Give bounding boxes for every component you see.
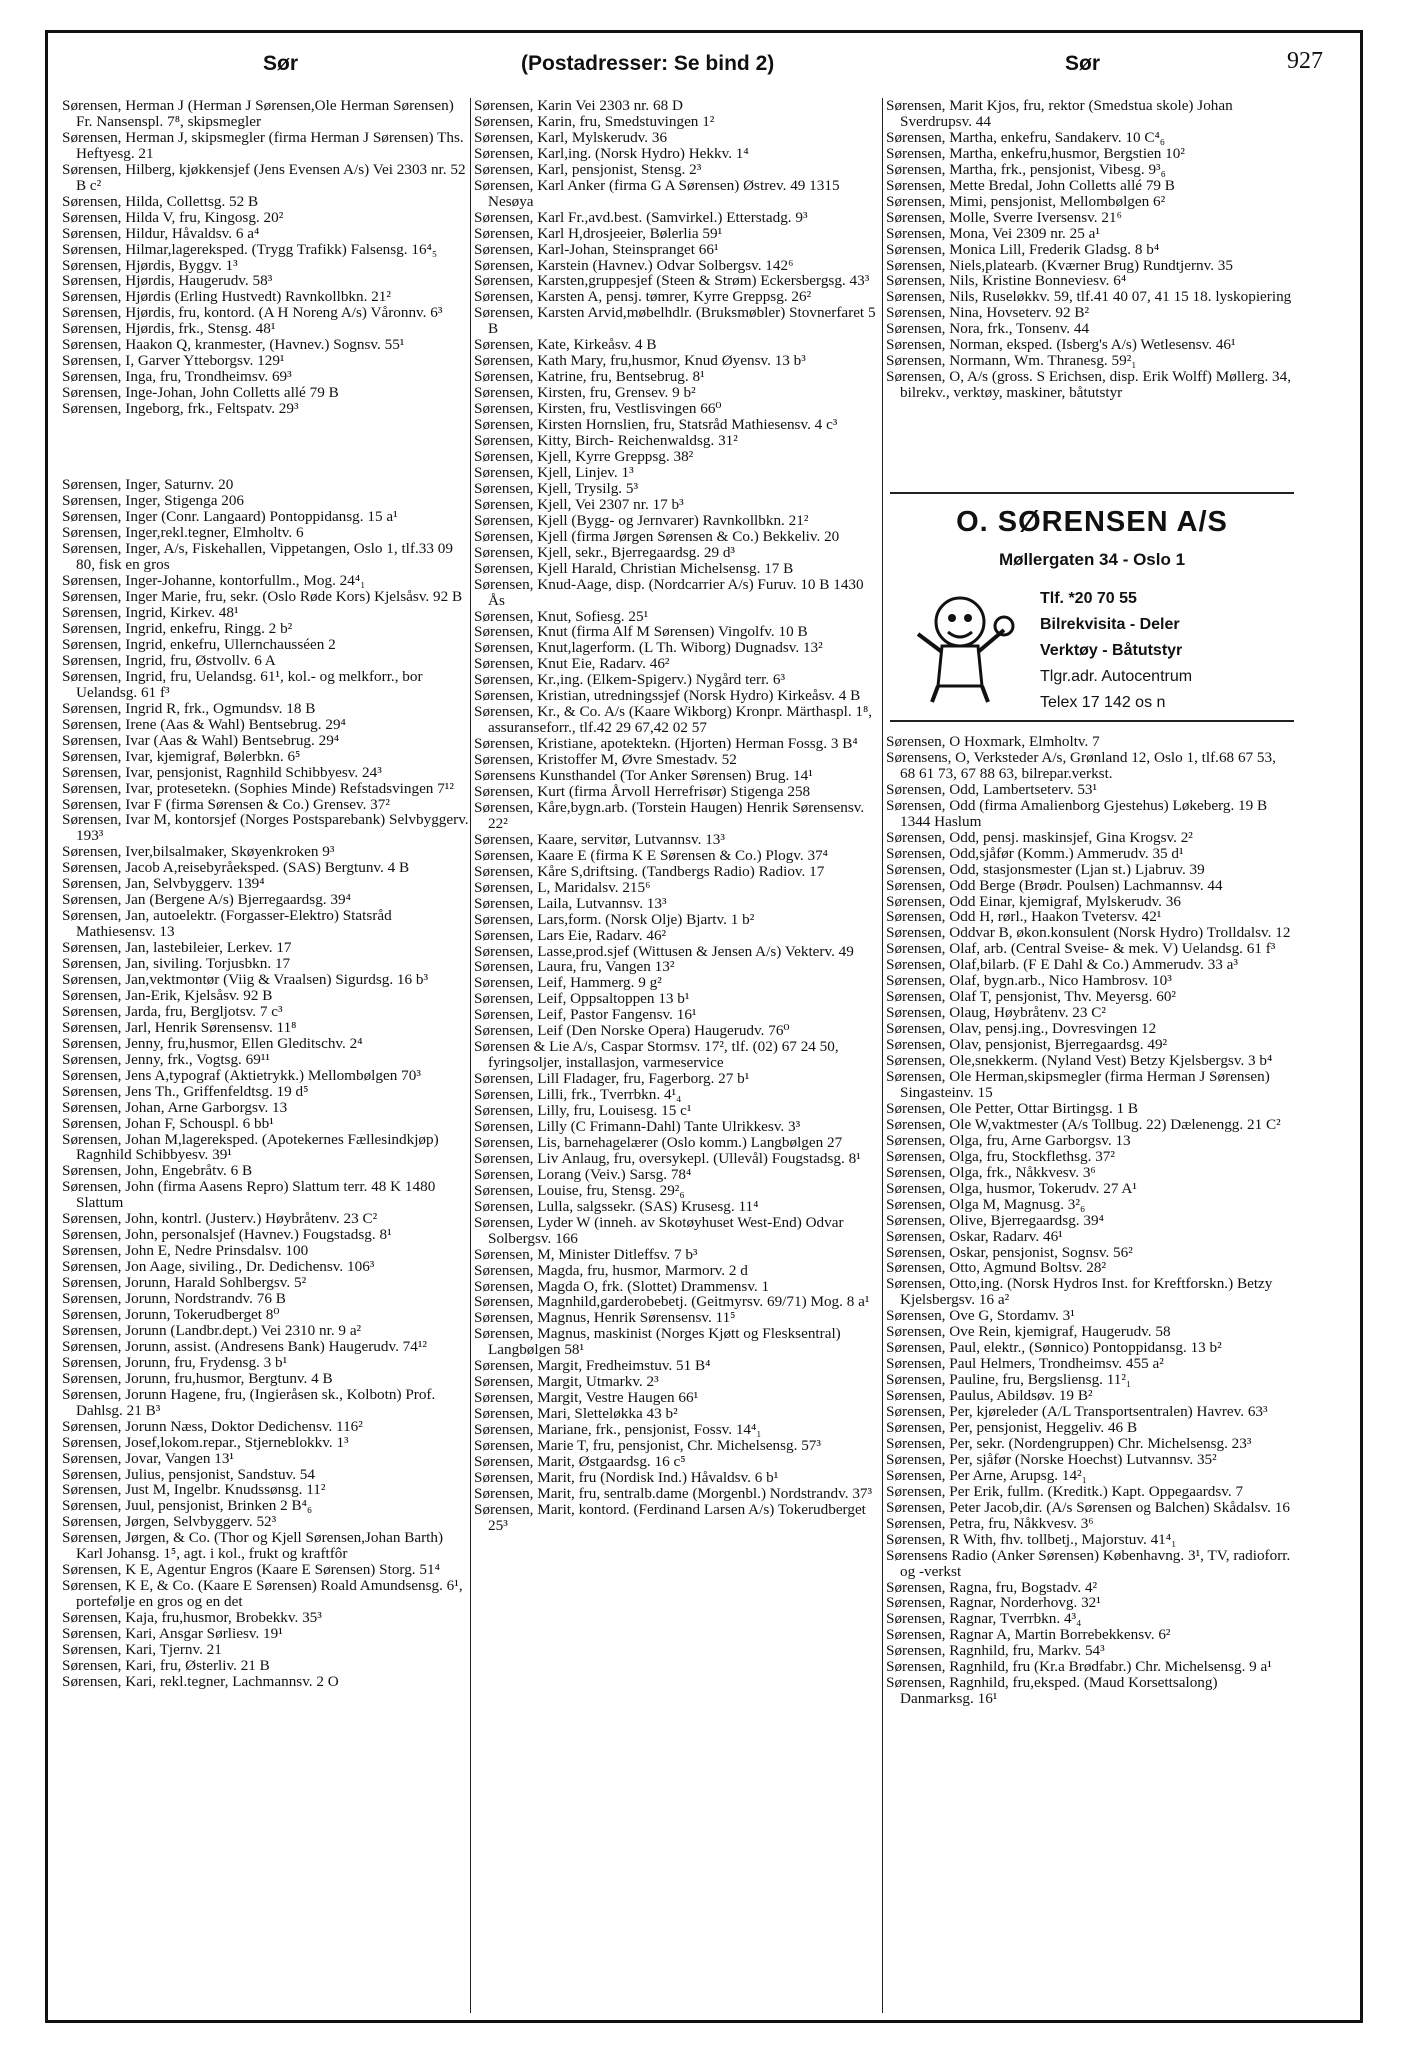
directory-entry: Sørensen, Kr., & Co. A/s (Kaare Wikborg) Kronpr. Märthaspl. 1⁸, assuranseforr., tlf.42 29 67,42 02 57 [474, 703, 873, 737]
column-3-bottom [886, 734, 1294, 1707]
directory-entry: Sørensen, Kristiane, apotektekn. (Hjorten) Herman Fossg. 3 B⁴ [474, 735, 858, 753]
mechanic-mascot-icon [908, 590, 1018, 708]
directory-entry: Sørensen, Normann, Wm. Thranesg. 59²₁ [886, 352, 1137, 370]
directory-entry: Sørensen, Karstein (Havnev.) Odvar Solbergsv. 142⁶ [474, 256, 794, 274]
directory-entry: Sørensen, Kari, Ansgar Sørliesv. 19¹ [62, 1625, 283, 1643]
ad-line1: Bilrekvisita - Deler [1040, 616, 1180, 633]
directory-entry: Sørensen, Oskar, pensjonist, Sognsv. 56² [886, 1243, 1133, 1261]
directory-entry: Sørensen, Just M, Ingelbr. Knudssønsg. 11² [62, 1481, 326, 1499]
directory-entry: Sørensen, Kirsten, fru, Grensev. 9 b² [474, 384, 696, 402]
directory-entry: Sørensen, Jarda, fru, Bergljotsv. 7 c³ [62, 1002, 283, 1020]
directory-entry: Sørensen, Knud-Aage, disp. (Nordcarrier A/s) Furuv. 10 B 1430 Ås [474, 575, 864, 609]
directory-entry: Sørensen, Olaf, bygn.arb., Nico Hambrosv. 10³ [886, 972, 1172, 990]
directory-entry: Sørensen, Karl-Johan, Steinspranget 66¹ [474, 240, 719, 258]
directory-entry: Sørensen, Kjell (Bygg- og Jernvarer) Ravnkollbkn. 21² [474, 511, 809, 529]
directory-entry: Sørensen, Marit, fru, sentralb.dame (Morgenbl.) Nordstrandv. 37³ [474, 1484, 873, 1502]
directory-entry: Sørensen, Inger (Conr. Langaard) Pontoppidansg. 15 a¹ [62, 508, 398, 526]
directory-entry: Sørensen, Karl H,drosjeeier, Bølerlia 59¹ [474, 224, 723, 242]
directory-entry: Sørensen, Martha, frk., pensjonist, Vibesg. 9³₆ [886, 160, 1166, 178]
directory-entry: Sørensen, Odd (firma Amalienborg Gjestehus) Løkeberg. 19 B 1344 Haslum [886, 796, 1268, 830]
directory-entry: Sørensen, Jarl, Henrik Sørensensv. 11⁸ [62, 1018, 297, 1036]
directory-entry: Sørensen, Kr.,ing. (Elkem-Spigerv.) Nygård terr. 6³ [474, 671, 786, 689]
directory-entry: Sørensen, Karin Vei 2303 nr. 68 D [474, 97, 683, 114]
directory-entry: Sørensen, M, Minister Ditleffsv. 7 b³ [474, 1245, 698, 1263]
directory-entry: Sørensen, Irene (Aas & Wahl) Bentsebrug. 29⁴ [62, 715, 346, 733]
directory-entry: Sørensen, Leif, Hammerg. 9 g² [474, 974, 662, 992]
directory-entry: Sørensen, Lasse,prod.sjef (Wittusen & Jensen A/s) Vekterv. 49 [474, 942, 854, 960]
directory-entry: Sørensen, Jorunn, fru, Frydensg. 3 b¹ [62, 1353, 288, 1371]
directory-entry: Sørensen, Inga, fru, Trondheimsv. 69³ [62, 368, 292, 386]
directory-entry: Sørensen, Peter Jacob,dir. (A/s Sørensen og Balchen) Skådalsv. 16 [886, 1498, 1290, 1516]
directory-entry: Sørensen, Hjørdis, frk., Stensg. 48¹ [62, 320, 276, 338]
directory-entry: Sørensen, Norman, eksped. (Isberg's A/s) Wetlesensv. 46¹ [886, 336, 1236, 354]
directory-entry: Sørensen, Ragnhild, fru (Kr.a Brødfabr.) Chr. Michelsensg. 9 a¹ [886, 1658, 1272, 1676]
ad-title: O. SØRENSEN A/S [956, 506, 1228, 538]
directory-entry: Sørensen, Ingrid, enkefru, Ringg. 2 b² [62, 620, 293, 638]
directory-entry: Sørensen, Knut,lagerform. (L Th. Wiborg) Dugnadsv. 13² [474, 639, 823, 657]
directory-entry: Sørensen, Molle, Sverre Iversensv. 21⁶ [886, 208, 1122, 226]
directory-entry: Sørensen, Lill Fladager, fru, Fagerborg. 27 b¹ [474, 1070, 750, 1088]
directory-entry: Sørensen, Mariane, frk., pensjonist, Fossv. 14⁴₁ [474, 1421, 762, 1439]
directory-entry: Sørensen, Karl, pensjonist, Stensg. 2³ [474, 160, 702, 178]
directory-entry: Sørensen, Otto,ing. (Norsk Hydros Inst. for Kreftforskn.) Betzy Kjelsbergsv. 16 a² [886, 1275, 1273, 1309]
directory-entry: Sørensen, Karsten Arvid,møbelhdlr. (Bruksmøbler) Stovnerfaret 5 B [474, 304, 876, 338]
directory-entry: Sørensen, Knut (firma Alf M Sørensen) Vingolfv. 10 B [474, 623, 808, 641]
directory-entry: Sørensen, Knut, Sofiesg. 25¹ [474, 607, 649, 625]
directory-entry: Sørensen, Lyder W (inneh. av Skotøyhuset West-End) Odvar Solbergsv. 166 [474, 1213, 844, 1247]
directory-entry: Sørensen, Laura, fru, Vangen 13² [474, 958, 675, 976]
directory-entry: Sørensen, John, Engebråtv. 6 B [62, 1162, 253, 1180]
directory-entry: Sørensen, Martha, enkefru, Sandakerv. 10 C⁴₆ [886, 128, 1166, 146]
directory-entry: Sørensen, Ingrid, enkefru, Ullernchausséen 2 [62, 635, 336, 653]
header-center: (Postadresser: Se bind 2) [521, 52, 775, 75]
directory-entry: Sørensen, Odd H, rørl., Haakon Tvetersv. 42¹ [886, 908, 1162, 926]
directory-entry: Sørensen, O Hoxmark, Elmholtv. 7 [886, 733, 1100, 750]
entry-gap [62, 432, 470, 462]
directory-entry: Sørensen, Lars Eie, Radarv. 46² [474, 926, 667, 944]
directory-entry: Sørensen, Nils, Ruseløkkv. 59, tlf.41 40 07, 41 15 18. lyskopiering [886, 288, 1292, 306]
directory-entry: Sørensen, Inger,rekl.tegner, Elmholtv. 6 [62, 524, 304, 542]
directory-entry: Sørensen, Julius, pensjonist, Sandstuv. 54 [62, 1465, 315, 1483]
directory-entry: Sørensen, Ragnhild, fru,eksped. (Maud Korsettsalong) Danmarksg. 16¹ [886, 1674, 1218, 1708]
directory-entry: Sørensen, Jorunn, Tokerudberget 8⁰ [62, 1306, 280, 1323]
directory-entry: Sørensen, Karl Anker (firma G A Sørensen) Østrev. 49 1315 Nesøya [474, 176, 840, 210]
directory-entry: Sørensen, Louise, fru, Stensg. 29²₆ [474, 1181, 685, 1199]
directory-entry: Sørensen, Lilly (C Frimann-Dahl) Tante Ulrikkesv. 3³ [474, 1118, 801, 1135]
directory-entry: Sørensen, Margit, Utmarkv. 2³ [474, 1373, 659, 1391]
directory-entry: Sørensen, Jorunn (Landbr.dept.) Vei 2310 nr. 9 a² [62, 1321, 362, 1339]
directory-entry: Sørensen, Jorunn, assist. (Andresens Bank) Haugerudv. 74¹² [62, 1337, 427, 1355]
directory-entry: Sørensen, Oskar, Radarv. 46¹ [886, 1227, 1063, 1245]
directory-entry: Sørensen, K E, Agentur Engros (Kaare E Sørensen) Storg. 51⁴ [62, 1561, 440, 1579]
directory-entry: Sørensen, Jovar, Vangen 13¹ [62, 1449, 234, 1467]
directory-entry: Sørensen, Lilly, fru, Louisesg. 15 c¹ [474, 1102, 692, 1120]
ad-telegram: Tlgr.adr. Autocentrum [1040, 668, 1193, 685]
directory-entry: Sørensen, Hjørdis (Erling Hustvedt) Ravnkollbkn. 21² [62, 288, 391, 306]
directory-entry: Sørensen, Katrine, fru, Bentsebrug. 8¹ [474, 368, 705, 386]
directory-entry: Sørensen, Kristoffer M, Øvre Smestadv. 52 [474, 751, 737, 769]
directory-entry: Sørensen, Lis, barnehagelærer (Oslo komm.) Langbølgen 27 [474, 1133, 843, 1151]
directory-entry: Sørensen, Hilmar,lagereksped. (Trygg Trafikk) Falsensg. 16⁴₅ [62, 240, 438, 258]
directory-entry: Sørensen, Nora, frk., Tonsenv. 44 [886, 320, 1090, 338]
directory-entry: Sørensen, Ivar (Aas & Wahl) Bentsebrug. 29⁴ [62, 731, 340, 749]
page-number: 927 [1287, 48, 1323, 74]
directory-entry: Sørensens Kunsthandel (Tor Anker Sørensen) Brug. 14¹ [474, 767, 813, 785]
directory-entry: Sørensen, Jørgen, & Co. (Thor og Kjell Sørensen,Johan Barth) Karl Johansg. 1⁵, agt. i kol., frukt og kraftfôr [62, 1529, 444, 1563]
directory-entry: Sørensen, Ragnar A, Martin Borrebekkensv. 6² [886, 1626, 1171, 1644]
directory-entry: Sørensen, Iver,bilsalmaker, Skøyenkroken 9³ [62, 843, 335, 861]
page-header [45, 48, 1363, 88]
directory-entry: Sørensen, Nils, Kristine Bonneviesv. 6⁴ [886, 272, 1127, 290]
ad-telex: Telex 17 142 os n [1040, 694, 1166, 711]
directory-entry: Sørensen, Josef,lokom.repar., Stjerneblokkv. 1³ [62, 1433, 349, 1451]
directory-entry: Sørensen, Ragnar, Norderhovg. 32¹ [886, 1594, 1101, 1612]
directory-entry: Sørensen, Kari, rekl.tegner, Lachmannsv. 2 O [62, 1672, 339, 1690]
directory-entry: Sørensen, Paul Helmers, Trondheimsv. 455 a² [886, 1355, 1164, 1373]
directory-entry: Sørensen, Kirsten, fru, Vestlisvingen 66⁰ [474, 400, 722, 418]
directory-entry: Sørensen, Karsten A, pensj. tømrer, Kyrre Greppsg. 26² [474, 288, 812, 306]
directory-entry: Sørensen, Hilberg, kjøkkensjef (Jens Evensen A/s) Vei 2303 nr. 52 B c² [62, 160, 466, 194]
directory-entry: Sørensen, Jorunn Næss, Doktor Dedichensv. 116² [62, 1417, 363, 1435]
directory-entry: Sørensen, Herman J (Herman J Sørensen,Ole Herman Sørensen) Fr. Nansenspl. 7⁸, skipsmegler [62, 97, 454, 130]
directory-entry: Sørensen, Marit, kontord. (Ferdinand Larsen A/s) Tokerudberget 25³ [474, 1500, 866, 1534]
directory-entry: Sørensen, K E, & Co. (Kaare E Sørensen) Roald Amundsensg. 6¹, portefølje en gros og en det [62, 1577, 463, 1611]
directory-entry: Sørensen, John, kontrl. (Justerv.) Høybråtenv. 23 C² [62, 1210, 378, 1228]
directory-entry: Sørensen, Karsten,gruppesjef (Steen & Strøm) Eckersbergsg. 43³ [474, 272, 870, 290]
directory-entry: Sørensen, O, A/s (gross. S Erichsen, disp. Erik Wolff) Møllerg. 34, bilrekv., verktøy, maskiner, båtutstyr [886, 368, 1292, 402]
advertisement [890, 492, 1294, 722]
directory-entry: Sørensen, Per, sekr. (Nordengruppen) Chr. Michelsensg. 23³ [886, 1434, 1252, 1452]
directory-entry: Sørensen, Ragna, fru, Bogstadv. 4² [886, 1578, 1098, 1596]
directory-entry: Sørensen, Inger, Stigenga 206 [62, 492, 245, 510]
column-rule [882, 98, 883, 2013]
directory-entry: Sørensen, Lulla, salgssekr. (SAS) Krusesg. 11⁴ [474, 1197, 759, 1215]
directory-entry: Sørensen, Inger, A/s, Fiskehallen, Vippetangen, Oslo 1, tlf.33 09 80, fisk en gros [62, 540, 453, 574]
directory-entry: Sørensen, Magnus, Henrik Sørensensv. 11⁵ [474, 1309, 736, 1327]
directory-entry: Sørensen, Leif, Oppsaltoppen 13 b¹ [474, 990, 690, 1008]
directory-entry: Sørensen, Inger Marie, fru, sekr. (Oslo Røde Kors) Kjelsåsv. 92 B [62, 588, 463, 606]
directory-entry: Sørensen, Kari, fru, Østerliv. 21 B [62, 1656, 270, 1674]
directory-entry: Sørensen, Kjell (firma Jørgen Sørensen & Co.) Bekkeliv. 20 [474, 527, 840, 545]
directory-entry: Sørensen, Jorunn, Nordstrandv. 76 B [62, 1290, 286, 1308]
directory-entry: Sørensen, Kjell, Kyrre Greppsg. 38² [474, 447, 694, 465]
directory-entry: Sørensen, Laila, Lutvannsv. 13³ [474, 894, 667, 912]
directory-entry: Sørensen, R With, fhv. tollbetj., Majorstuv. 41⁴₁ [886, 1530, 1177, 1548]
directory-entry: Sørensen, Jan (Bergene A/s) Bjerregaardsg. 39⁴ [62, 891, 351, 909]
directory-entry: Sørensen, Olaf,bilarb. (F E Dahl & Co.) Ammerudv. 33 a³ [886, 956, 1238, 974]
directory-entry: Sørensen, Jan, lastebileier, Lerkev. 17 [62, 939, 292, 957]
directory-entry: Sørensen, Mette Bredal, John Colletts allé 79 B [886, 176, 1175, 194]
ad-line2: Verktøy - Båtutstyr [1040, 642, 1183, 659]
directory-entry: Sørensen, Jan, siviling. Torjusbkn. 17 [62, 955, 291, 973]
ad-address: Møllergaten 34 - Oslo 1 [998, 550, 1186, 569]
directory-entry: Sørensen, Kate, Kirkeåsv. 4 B [474, 336, 657, 354]
directory-entry: Sørensen, Karl Fr.,avd.best. (Samvirkel.) Etterstadg. 9³ [474, 208, 808, 226]
directory-entry: Sørensen, Ingrid R, frk., Ogmundsv. 18 B [62, 699, 316, 717]
directory-entry: Sørensen, Olga, frk., Nåkkvesv. 3⁶ [886, 1163, 1096, 1181]
directory-entry: Sørensen, Olaug, Høybråtenv. 23 C² [886, 1004, 1106, 1022]
directory-entry: Sørensen, Niels,platearb. (Kværner Brug) Rundtjernv. 35 [886, 256, 1233, 274]
directory-entry: Sørensen, Martha, enkefru,husmor, Bergstien 10² [886, 144, 1185, 162]
directory-entry: Sørensen, Liv Anlaug, fru, oversykepl. (Ullevål) Fougstadsg. 8¹ [474, 1149, 861, 1167]
directory-entry: Sørensen, Ivar M, kontorsjef (Norges Postsparebank) Selvbyggerv. 193³ [62, 811, 469, 845]
directory-entry: Sørensen, Jan-Erik, Kjelsåsv. 92 B [62, 986, 273, 1004]
directory-entry: Sørensen, Kjell Harald, Christian Michelsensg. 17 B [474, 559, 794, 577]
directory-entry: Sørensen, Kjell, Linjev. 1³ [474, 463, 634, 481]
directory-entry: Sørensens, O, Verksteder A/s, Grønland 12, Oslo 1, tlf.68 67 53, 68 61 73, 67 88 63, bilrepar.verkst. [886, 748, 1276, 782]
directory-entry: Sørensen, Ole Herman,skipsmegler (firma Herman J Sørensen) Singasteinv. 15 [886, 1068, 1270, 1101]
directory-entry: Sørensen, Olga, fru, Stockflethsg. 37² [886, 1147, 1115, 1165]
directory-entry: Sørensen, Kjell, sekr., Bjerregaardsg. 29 d³ [474, 543, 735, 561]
directory-entry: Sørensen, Jon Aage, siviling., Dr. Dedichensv. 106³ [62, 1258, 375, 1276]
directory-entry: Sørensen, Hildur, Håvaldsv. 6 a⁴ [62, 224, 260, 242]
directory-entry: Sørensen, John E, Nedre Prinsdalsv. 100 [62, 1242, 309, 1260]
directory-entry: Sørensen, L, Maridalsv. 215⁶ [474, 878, 651, 896]
directory-entry: Sørensen, Per, kjøreleder (A/L Transportsentralen) Havrev. 63³ [886, 1403, 1268, 1421]
directory-entry: Sørensen, Nina, Hovseterv. 92 B² [886, 304, 1090, 322]
directory-entry: Sørensen, Ragnar, Tverrbkn. 4³₄ [886, 1610, 1082, 1628]
directory-entry: Sørensen, Ivar, protesetekn. (Sophies Minde) Refstadsvingen 7¹² [62, 779, 454, 797]
directory-entry: Sørensen, Odd, pensj. maskinsjef, Gina Krogsv. 2² [886, 828, 1193, 846]
directory-entry: Sørensen, Lorang (Veiv.) Sarsg. 78⁴ [474, 1165, 692, 1183]
directory-entry: Sørensen, Olav, pensjonist, Bjerregaardsg. 49² [886, 1036, 1168, 1054]
directory-entry: Sørensen, Jorunn, fru,husmor, Bergtunv. 4 B [62, 1369, 333, 1387]
directory-entry: Sørensen, Petra, fru, Nåkkvesv. 3⁶ [886, 1514, 1094, 1532]
directory-entry: Sørensen, Mari, Sletteløkka 43 b² [474, 1405, 678, 1423]
directory-entry: Sørensen, Jorunn Hagene, fru, (Ingieråsen sk., Kolbotn) Prof. Dahlsg. 21 B³ [62, 1385, 436, 1419]
directory-entry: Sørensen, Hjørdis, Byggv. 1³ [62, 256, 238, 274]
directory-entry: Sørensen, Leif, Pastor Fangensv. 16¹ [474, 1006, 697, 1024]
directory-entry: Sørensen, Oddvar B, økon.konsulent (Norsk Hydro) Trolldalsv. 12 [886, 924, 1291, 942]
directory-entry: Sørensen, John, personalsjef (Havnev.) Fougstadsg. 8¹ [62, 1226, 392, 1244]
directory-entry: Sørensen, Marit, Østgaardsg. 16 c⁵ [474, 1453, 686, 1471]
directory-entry: Sørensen, Marit Kjos, fru, rektor (Smedstua skole) Johan Sverdrupsv. 44 [886, 97, 1233, 130]
directory-entry: Sørensen, Per, sjåfør (Norske Hoechst) Lutvannsv. 35² [886, 1450, 1217, 1468]
directory-entry: Sørensen, Paulus, Abildsøv. 19 B² [886, 1387, 1093, 1405]
directory-entry: Sørensen, Kitty, Birch- Reichenwaldsg. 31² [474, 432, 738, 450]
directory-entry: Sørensen, Ove Rein, kjemigraf, Haugerudv. 58 [886, 1323, 1171, 1341]
directory-entry: Sørensen, Inge-Johan, John Colletts allé 79 B [62, 384, 339, 402]
directory-entry: Sørensen, Lars,form. (Norsk Olje) Bjartv. 1 b² [474, 910, 755, 928]
directory-entry: Sørensen, Inger, Saturnv. 20 [62, 476, 234, 494]
directory-entry: Sørensen, Hjørdis, Haugerudv. 58³ [62, 272, 273, 290]
directory-entry: Sørensen, Ove G, Stordamv. 3¹ [886, 1307, 1075, 1325]
directory-entry: Sørensen, Kåre S,driftsing. (Tandbergs Radio) Radiov. 17 [474, 862, 825, 880]
directory-entry: Sørensen, Marit, fru (Nordisk Ind.) Håvaldsv. 6 b¹ [474, 1468, 779, 1486]
directory-entry: Sørensen, Karl,ing. (Norsk Hydro) Hekkv. 1⁴ [474, 144, 749, 162]
directory-entry: Sørensen, Odd, Lambertseterv. 53¹ [886, 780, 1098, 798]
directory-entry: Sørensen, Kari, Tjernv. 21 [62, 1641, 222, 1659]
directory-entry: Sørensen, Olga, fru, Arne Garborgsv. 13 [886, 1131, 1131, 1149]
directory-entry: Sørensen, Ivar, pensjonist, Ragnhild Schibbyesv. 24³ [62, 763, 382, 781]
directory-entry: Sørensen, Hilda, Collettsg. 52 B [62, 192, 259, 210]
directory-entry: Sørensen, Hjørdis, fru, kontord. (A H Noreng A/s) Våronnv. 6³ [62, 304, 443, 322]
column-3-top [886, 98, 1294, 401]
column-1 [62, 98, 470, 1690]
directory-entry: Sørensen, Kaare, servitør, Lutvannsv. 13³ [474, 830, 725, 848]
directory-entry: Sørensen, Ole W,vaktmester (A/s Tollbug. 22) Dælenengg. 21 C² [886, 1115, 1281, 1133]
directory-entry: Sørensen, Jenny, fru,husmor, Ellen Gleditschv. 2⁴ [62, 1034, 363, 1052]
directory-entry: Sørensen, Karin, fru, Smedstuvingen 1² [474, 112, 715, 130]
directory-entry: Sørensen, Olga M, Magnusg. 3²₆ [886, 1195, 1086, 1213]
directory-entry: Sørensen, John (firma Aasens Repro) Slattum terr. 48 K 1480 Slattum [62, 1178, 436, 1212]
directory-entry: Sørensen, Olaf T, pensjonist, Thv. Meyersg. 60² [886, 988, 1176, 1006]
directory-entry: Sørensen, Leif (Den Norske Opera) Haugerudv. 76⁰ [474, 1022, 790, 1040]
directory-entry: Sørensen, Margit, Vestre Haugen 66¹ [474, 1389, 699, 1407]
directory-entry: Sørensen, Pauline, fru, Bergsliensg. 11²₁ [886, 1371, 1132, 1389]
directory-entry: Sørensen, Odd, stasjonsmester (Ljan st.) Ljabruv. 39 [886, 860, 1205, 878]
directory-entry: Sørensen, Kaare E (firma K E Sørensen & Co.) Plogv. 37⁴ [474, 846, 828, 864]
column-rule [470, 98, 471, 2013]
directory-entry: Sørensen, Jens Th., Griffenfeldtsg. 19 d⁵ [62, 1082, 309, 1100]
directory-entry: Sørensen, Magda, fru, husmor, Marmorv. 2 d [474, 1261, 748, 1279]
directory-entry: Sørensen, Magnus, maskinist (Norges Kjøtt og Flesksentral) Langbølgen 58¹ [474, 1325, 841, 1359]
directory-entry: Sørensen, Otto, Agmund Boltsv. 28² [886, 1259, 1106, 1277]
directory-entry: Sørensen, Kaja, fru,husmor, Brobekkv. 35³ [62, 1609, 322, 1627]
directory-entry: Sørensen, Jens A,typograf (Aktietrykk.) Mellombølgen 70³ [62, 1066, 421, 1084]
directory-entry: Sørensen, Mimi, pensjonist, Mellombølgen 6² [886, 192, 1166, 210]
directory-entry: Sørensen, Johan M,lagereksped. (Apotekernes Fællesindkjøp) Ragnhild Schibbyesv. 39¹ [62, 1130, 439, 1164]
directory-entry: Sørensen, Johan, Arne Garborgsv. 13 [62, 1098, 288, 1116]
directory-entry: Sørensen, I, Garver Ytteborgsv. 129¹ [62, 352, 285, 370]
directory-entry: Sørensen, Jorunn, Harald Sohlbergsv. 5² [62, 1274, 307, 1292]
header-left: Sør [263, 52, 299, 75]
directory-entry: Sørensen, Ingrid, Kirkev. 48¹ [62, 604, 239, 622]
directory-entry: Sørensen, Per, pensjonist, Heggeliv. 46 B [886, 1418, 1138, 1436]
directory-entry: Sørensen, Olive, Bjerregaardsg. 39⁴ [886, 1211, 1104, 1229]
directory-entry: Sørensen, Per Erik, fullm. (Kreditk.) Kapt. Oppegaardsv. 7 [886, 1482, 1244, 1500]
directory-entry: Sørensen, Olga, husmor, Tokerudv. 27 A¹ [886, 1179, 1137, 1197]
directory-entry: Sørensen, Margit, Fredheimstuv. 51 B⁴ [474, 1357, 711, 1375]
directory-entry: Sørensen, Ingeborg, frk., Feltspatv. 29³ [62, 400, 299, 418]
directory-entry: Sørensen, Haakon Q, kranmester, (Havnev.) Sognsv. 55¹ [62, 336, 405, 354]
directory-entry: Sørensen, Ragnhild, fru, Markv. 54³ [886, 1642, 1105, 1660]
directory-entry: Sørensen, Ivar, kjemigraf, Bølerbkn. 6⁵ [62, 747, 301, 765]
ad-phone: Tlf. *20 70 55 [1040, 590, 1137, 607]
directory-entry: Sørensen, Herman J, skipsmegler (firma Herman J Sørensen) Ths. Heftyesg. 21 [62, 128, 464, 162]
directory-entry: Sørensen, Magnhild,garderobebetj. (Geitmyrsv. 69/71) Mog. 8 a¹ [474, 1293, 870, 1311]
directory-entry: Sørensen, Marie T, fru, pensjonist, Chr. Michelsensg. 57³ [474, 1437, 821, 1455]
directory-entry: Sørensen, Kåre,bygn.arb. (Torstein Haugen) Henrik Sørensensv. 22² [474, 798, 865, 832]
directory-entry: Sørensen, Odd Einar, kjemigraf, Mylskerudv. 36 [886, 892, 1181, 910]
directory-entry: Sørensen, Ingrid, fru, Østvollv. 6 A [62, 651, 276, 669]
directory-entry: Sørensen & Lie A/s, Caspar Stormsv. 17², tlf. (02) 67 24 50, fyringsoljer, installasjon, varmeservice [474, 1038, 839, 1072]
directory-entry: Sørensen, Kirsten Hornslien, fru, Statsråd Mathiesensv. 4 c³ [474, 416, 838, 434]
header-right: Sør [1065, 52, 1101, 75]
directory-entry: Sørensen, Jan, autoelektr. (Forgasser-Elektro) Statsråd Mathiesensv. 13 [62, 907, 392, 941]
directory-entry: Sørensen, Ingrid, fru, Uelandsg. 61¹, kol.- og melkforr., bor Uelandsg. 61 f³ [62, 667, 423, 701]
directory-entry: Sørensen, Mona, Vei 2309 nr. 25 a¹ [886, 224, 1100, 242]
directory-entry: Sørensen, Jacob A,reisebyråeksped. (SAS) Bergtunv. 4 B [62, 859, 410, 877]
directory-entry: Sørensen, Jenny, frk., Vogtsg. 69¹¹ [62, 1050, 270, 1068]
directory-entry: Sørensen, Olaf, arb. (Central Sveise- & mek. V) Uelandsg. 61 f³ [886, 940, 1276, 958]
directory-entry: Sørensen, Jørgen, Selvbyggerv. 52³ [62, 1513, 277, 1531]
directory-entry: Sørensen, Hilda V, fru, Kingosg. 20² [62, 208, 284, 226]
directory-entry: Sørensen, Odd Berge (Brødr. Poulsen) Lachmannsv. 44 [886, 876, 1223, 894]
directory-entry: Sørensen, Ole Petter, Ottar Birtingsg. 1 B [886, 1099, 1139, 1117]
directory-entry: Sørensen, Kjell, Vei 2307 nr. 17 b³ [474, 495, 684, 513]
directory-entry: Sørensen, Johan F, Schouspl. 6 bb¹ [62, 1114, 274, 1132]
directory-entry: Sørensen, Ole,snekkerm. (Nyland Vest) Betzy Kjelsbergsv. 3 b⁴ [886, 1052, 1273, 1070]
directory-entry: Sørensen, Knut Eie, Radarv. 46² [474, 655, 670, 673]
directory-entry: Sørensen, Per Arne, Arupsg. 14²₁ [886, 1466, 1087, 1484]
directory-entry: Sørensen, Monica Lill, Frederik Gladsg. 8 b⁴ [886, 240, 1160, 258]
directory-entry: Sørensen, Odd,sjåfør (Komm.) Ammerudv. 35 d¹ [886, 844, 1184, 862]
directory-entry: Sørensen, Inger-Johanne, kontorfullm., Mog. 24⁴₁ [62, 572, 366, 590]
column-2 [474, 98, 882, 1534]
directory-entry: Sørensens Radio (Anker Sørensen) Københavng. 3¹, TV, radioforr. og -verkst [886, 1546, 1291, 1580]
directory-entry: Sørensen, Jan,vektmontør (Viig & Vraalsen) Sigurdsg. 16 b³ [62, 970, 429, 988]
directory-entry: Sørensen, Kjell, Trysilg. 5³ [474, 479, 639, 497]
directory-entry: Sørensen, Kristian, utredningssjef (Norsk Hydro) Kirkeåsv. 4 B [474, 687, 861, 705]
directory-entry: Sørensen, Paul, elektr., (Sønnico) Pontoppidansg. 13 b² [886, 1339, 1222, 1357]
directory-entry: Sørensen, Lilli, frk., Tverrbkn. 4¹₄ [474, 1086, 682, 1104]
directory-entry: Sørensen, Kath Mary, fru,husmor, Knud Øyensv. 13 b³ [474, 352, 806, 370]
directory-entry: Sørensen, Juul, pensjonist, Brinken 2 B⁴₆ [62, 1497, 313, 1515]
directory-entry: Sørensen, Jan, Selvbyggerv. 139⁴ [62, 875, 265, 893]
directory-entry: Sørensen, Karl, Mylskerudv. 36 [474, 128, 668, 146]
directory-entry: Sørensen, Kurt (firma Årvoll Herrefrisør) Stigenga 258 [474, 782, 811, 800]
directory-entry: Sørensen, Ivar F (firma Sørensen & Co.) Grensev. 37² [62, 795, 390, 813]
directory-entry: Sørensen, Olav, pensj.ing., Dovresvingen 12 [886, 1020, 1157, 1038]
directory-entry: Sørensen, Magda O, frk. (Slottet) Drammensv. 1 [474, 1277, 770, 1295]
